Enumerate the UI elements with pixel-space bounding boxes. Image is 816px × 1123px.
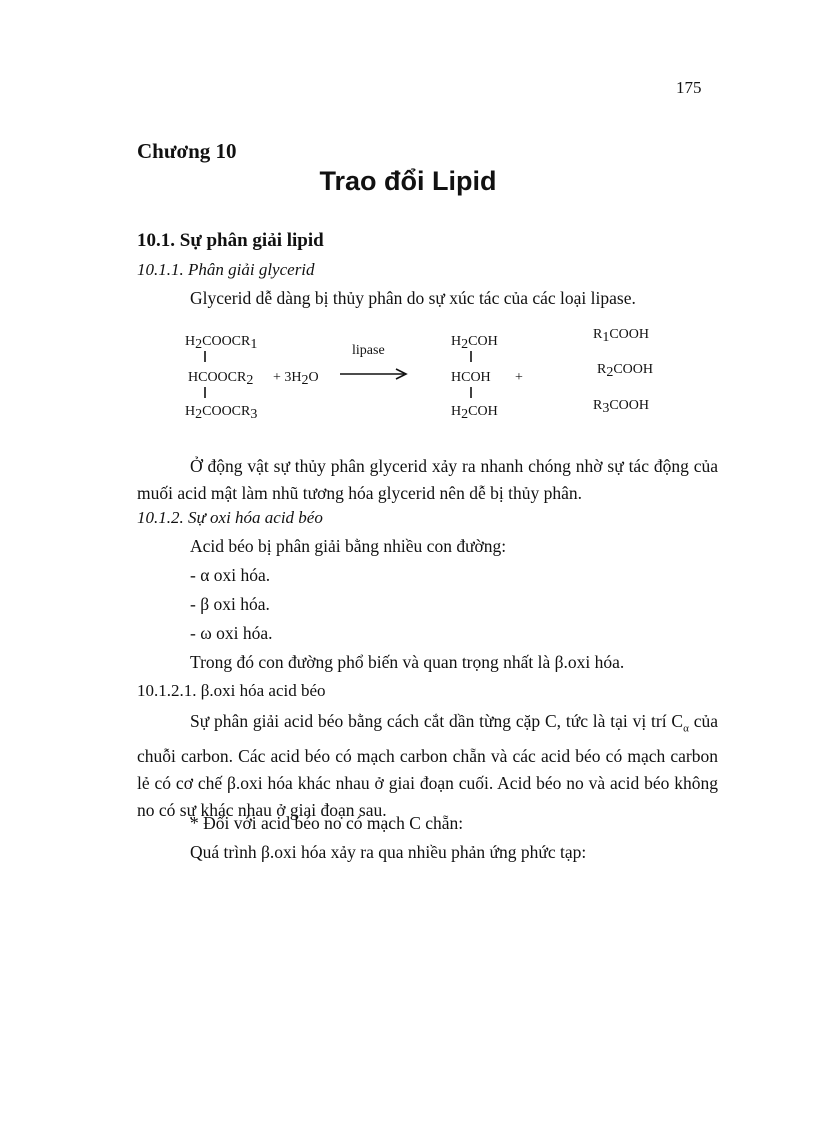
water-term: + 3H2O [273, 370, 319, 388]
reactant-2: HCOOCR2 [188, 370, 254, 388]
paragraph-start: Sự phân giải acid béo bằng cách cắt dần từng cặp C, tức là tại vị trí C [190, 711, 684, 731]
subsection-heading-10-1-1: 10.1.1. Phân giải glycerid [137, 260, 315, 279]
section-heading-10-1: 10.1. Sự phân giải lipid [137, 230, 324, 251]
acid-3: R3COOH [593, 398, 650, 416]
subsection-heading-10-1-2-1: 10.1.2.1. β.oxi hóa acid béo [137, 681, 326, 700]
glycerol-1: H2COH [451, 334, 498, 352]
glycerid-hydrolysis-paragraph [137, 453, 718, 507]
acid-2: R2COOH [597, 362, 654, 380]
paragraph-end: của chuỗi carbon. Các acid béo có mạch carbon chẵn và các acid béo có mạch carbon lẻ có cơ chế β.oxi hóa khác nhau ở giai đoạn cuối. Acid béo no và acid béo không no có sự khác nhau ở giai đoạn sau. [137, 711, 718, 820]
process-sentence: Quá trình β.oxi hóa xảy ra qua nhiều phản ứng phức tạp: [190, 842, 587, 862]
enzyme-label: lipase [352, 343, 385, 358]
chapter-title: Trao đổi Lipid [319, 166, 497, 196]
oxidation-intro: Acid béo bị phân giải bằng nhiều con đường: [190, 536, 507, 556]
glycerol-3: H2COH [451, 404, 498, 422]
glycerid-intro: Glycerid dễ dàng bị thủy phân do sự xúc tác của các loại lipase. [190, 288, 636, 308]
even-chain-note: * Đối với acid béo no có mạch C chẵn: [190, 813, 464, 833]
paragraph-text [137, 708, 718, 824]
list-item: - β oxi hóa. [190, 594, 270, 614]
beta-oxidation-paragraph [137, 708, 718, 824]
oxidation-conclusion: Trong đó con đường phổ biến và quan trọng nhất là β.oxi hóa. [190, 652, 625, 672]
reactant-1: H2COOCR1 [185, 334, 258, 352]
alpha-subscript: α [683, 722, 689, 735]
hydrolysis-reaction-diagram [150, 318, 690, 430]
chapter-label: Chương 10 [137, 139, 237, 163]
paragraph-text: Ở động vật sự thủy phân glycerid xảy ra nhanh chóng nhờ sự tác động của muối acid mật làm nhũ tương hóa glycerid nên dễ bị thủy phân. [137, 456, 718, 503]
reactant-3: H2COOCR3 [185, 404, 258, 422]
page-number: 175 [676, 78, 702, 97]
acid-1: R1COOH [593, 327, 650, 345]
glycerol-2: HCOH [451, 370, 491, 385]
plus-sign: + [515, 370, 523, 385]
subsection-heading-10-1-2: 10.1.2. Sự oxi hóa acid béo [137, 508, 323, 527]
list-item: - α oxi hóa. [190, 565, 271, 585]
list-item: - ω oxi hóa. [190, 623, 273, 643]
